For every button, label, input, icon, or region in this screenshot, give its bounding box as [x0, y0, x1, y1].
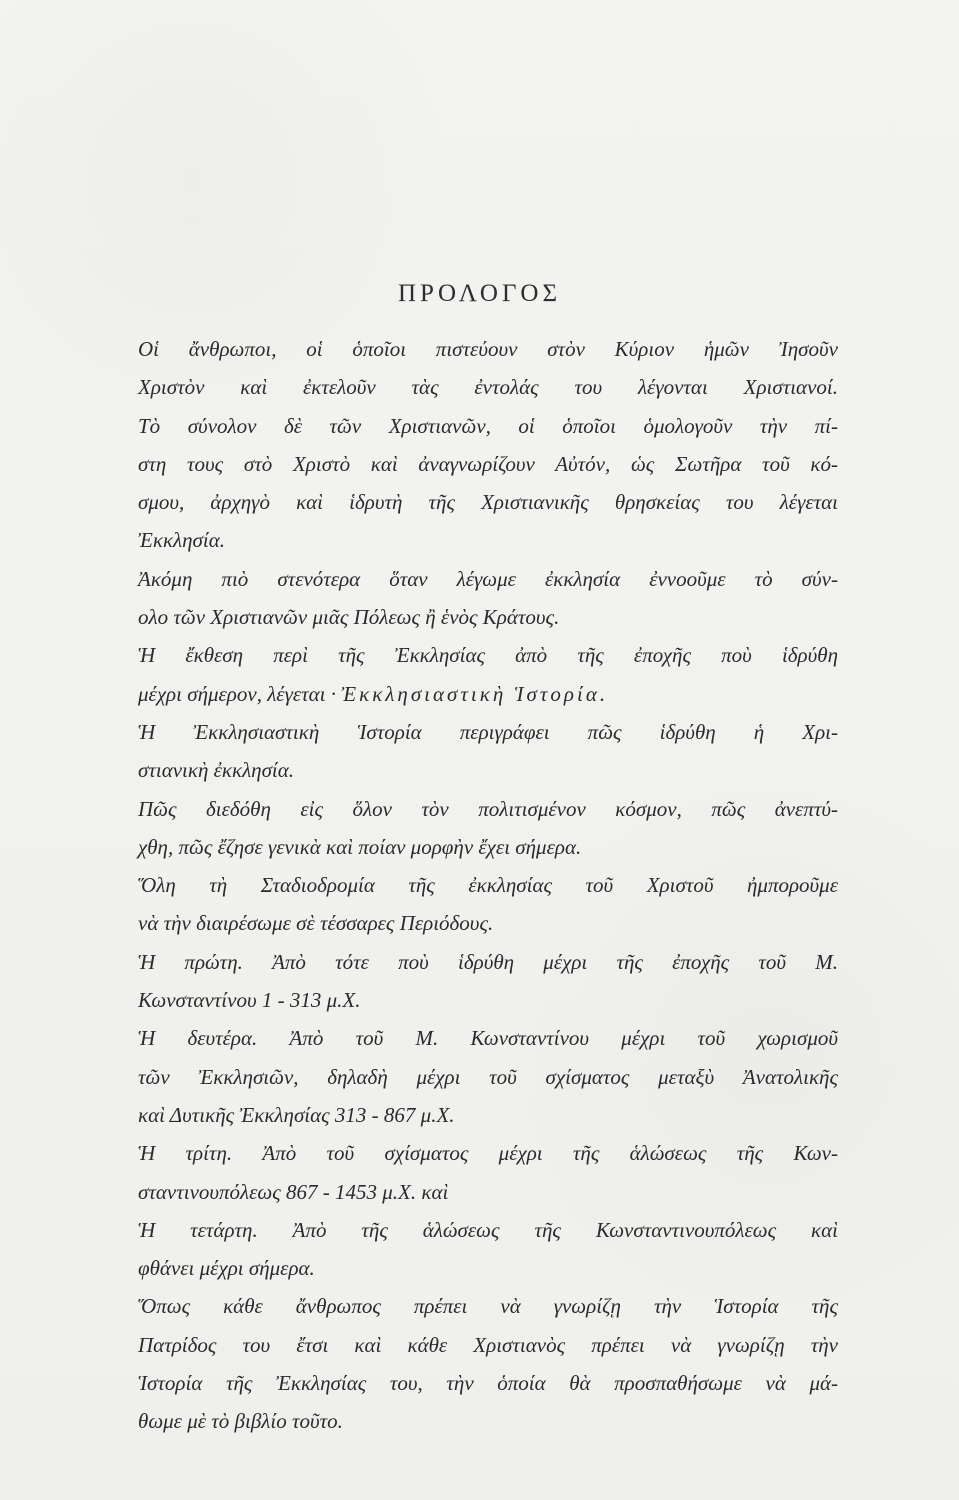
page-title: ΠΡΟΛΟΓΟΣ [397, 280, 562, 307]
text-line-29: θωμε μὲ τὸ βιβλίο τοῦτο. [138, 1409, 343, 1434]
text-line-5: σμου, ἀρχηγὸ καὶ ἱδρυτὴ τῆς Χριστιανικῆς θρησκείας του λέγεται [138, 490, 838, 515]
text-line-24: Ἡ τετάρτη. Ἀπὸ τῆς ἁλώσεως τῆς Κωνσταντινουπόλεως καὶ [138, 1217, 838, 1242]
text-line-2: Χριστὸν καὶ ἐκτελοῦν τὰς ἐντολάς του λέγονται Χριστιανοί. [138, 375, 838, 400]
text-line-13: Πῶς διεδόθη εἰς ὅλον τὸν πολιτισμένον κόσμον, πῶς ἀνεπτύ- [138, 796, 838, 821]
text-line-10-spaced-term: Ἐκκλησιαστικὴ Ἱστορία. [341, 681, 609, 706]
text-line-12: στιανικὴ ἐκκλησία. [138, 758, 295, 783]
prologue-text [138, 330, 838, 1441]
text-line-1: Οἱ ἄνθρωποι, οἱ ὁποῖοι πιστεύουν στὸν Κύριον ἡμῶν Ἰησοῦν [138, 337, 838, 361]
text-line-15: Ὅλη τὴ Σταδιοδρομία τῆς ἐκκλησίας τοῦ Χριστοῦ ἠμποροῦμε [138, 873, 838, 898]
text-line-17: Ἡ πρώτη. Ἀπὸ τότε ποὺ ἱδρύθη μέχρι τῆς ἐποχῆς τοῦ Μ. [138, 949, 838, 974]
text-line-14: χθη, πῶς ἔζησε γενικὰ καὶ ποίαν μορφὴν ἔχει σήμερα. [138, 834, 582, 859]
text-line-8: ολο τῶν Χριστιανῶν μιᾶς Πόλεως ἢ ἑνὸς Κράτους. [138, 605, 560, 630]
text-line-6: Ἐκκλησία. [138, 528, 226, 553]
text-line-23: σταντινουπόλεως 867 - 1453 μ.Χ. καὶ [138, 1179, 449, 1204]
text-line-27: Πατρίδος του ἔτσι καὶ κάθε Χριστιανὸς πρέπει νὰ γνωρίζῃ τὴν [138, 1332, 838, 1357]
text-line-21: καὶ Δυτικῆς Ἐκκλησίας 313 - 867 μ.Χ. [138, 1102, 455, 1127]
text-line-25: φθάνει μέχρι σήμερα. [138, 1256, 315, 1281]
text-line-22: Ἡ τρίτη. Ἀπὸ τοῦ σχίσματος μέχρι τῆς ἁλώσεως τῆς Κων- [138, 1141, 838, 1166]
text-line-28: Ἱστορία τῆς Ἐκκλησίας του, τὴν ὁποία θὰ προσπαθήσωμε νὰ μά- [138, 1371, 838, 1396]
text-line-16: νὰ τὴν διαιρέσωμε σὲ τέσσαρες Περιόδους. [138, 911, 494, 936]
text-line-4: στη τους στὸ Χριστὸ καὶ ἀναγνωρίζουν Αὐτόν, ὡς Σωτῆρα τοῦ κό- [138, 451, 838, 476]
text-line-18: Κωνσταντίνου 1 - 313 μ.Χ. [138, 988, 361, 1013]
text-line-19: Ἡ δευτέρα. Ἀπὸ τοῦ Μ. Κωνσταντίνου μέχρι τοῦ χωρισμοῦ [138, 1026, 838, 1051]
text-line-11: Ἡ Ἐκκλησιαστικὴ Ἱστορία περιγράφει πῶς ἱδρύθη ἡ Χρι- [138, 719, 838, 744]
text-line-7: Ἀκόμη πιὸ στενότερα ὅταν λέγωμε ἐκκλησία ἐννοοῦμε τὸ σύν- [138, 566, 838, 591]
text-line-10 [138, 675, 838, 713]
text-line-10-part-1: μέχρι σήμερον, λέγεται · [138, 681, 337, 706]
text-line-9: Ἡ ἔκθεση περὶ τῆς Ἐκκλησίας ἀπὸ τῆς ἐποχῆς ποὺ ἱδρύθη [138, 643, 838, 668]
text-line-3: Τὸ σύνολον δὲ τῶν Χριστιανῶν, οἱ ὁποῖοι ὁμολογοῦν τὴν πί- [138, 413, 838, 438]
text-line-20: τῶν Ἐκκλησιῶν, δηλαδὴ μέχρι τοῦ σχίσματος μεταξὺ Ἀνατολικῆς [138, 1064, 838, 1089]
text-line-26: Ὅπως κάθε ἄνθρωπος πρέπει νὰ γνωρίζῃ τὴν Ἱστορία τῆς [138, 1294, 838, 1319]
